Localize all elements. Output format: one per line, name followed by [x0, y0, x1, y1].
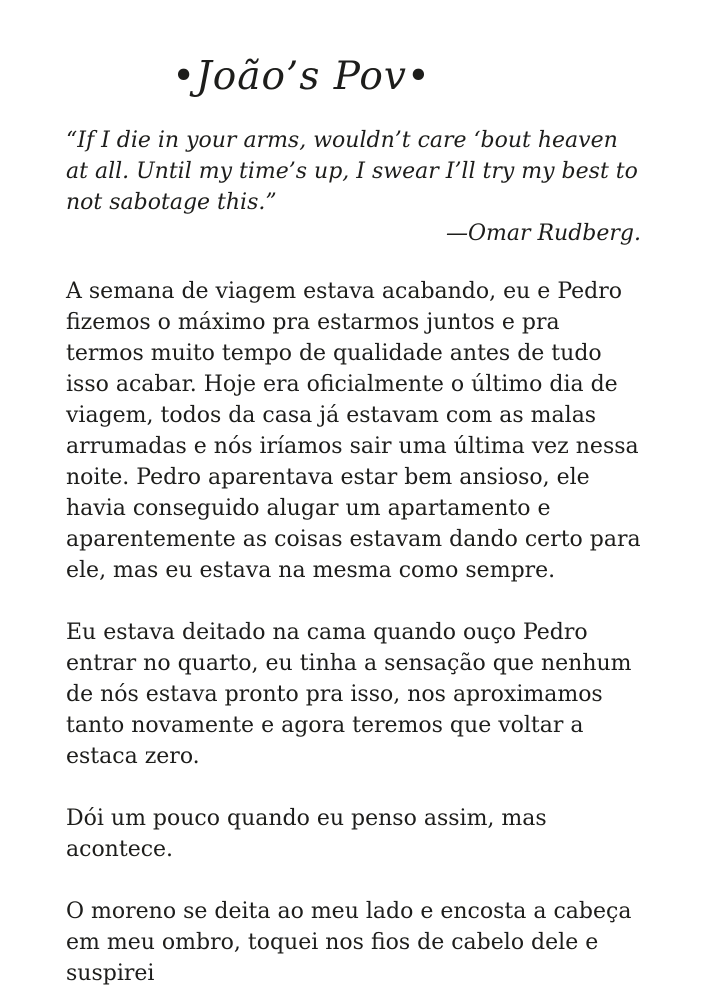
page-title: •João’s Pov• — [172, 54, 431, 99]
story-paragraph: Eu estava deitado na cama quando ouço Pedro entrar no quarto, eu tinha a sensação que nenhum de nós estava pronto pra isso, nos aproximamos tanto novamente e agora teremos que voltar a estaca zero. — [66, 619, 632, 769]
quote-text: “If I die in your arms, wouldn’t care ‘bout heaven at all. Until my time’s up, I swear I’ll try my best to not sabotage this.” — [66, 127, 638, 215]
story-paragraph: A semana de viagem estava acabando, eu e Pedro fizemos o máximo pra estarmos juntos e pra termos muito tempo de qualidade antes de tudo isso acabar. Hoje era oficialmente o último dia de viagem, todos da casa já estavam com as malas arrumadas e nós iríamos sair uma última vez nessa noite. Pedro aparentava estar bem ansioso, ele havia conseguido alugar um apartamento e aparentemente as coisas estavam dando certo para ele, mas eu estava na mesma como sempre. — [66, 278, 641, 583]
quote-attribution: —Omar Rudberg. — [445, 220, 641, 246]
story-paragraph: Dói um pouco quando eu penso assim, mas acontece. — [66, 805, 547, 862]
story-paragraph: O moreno se deita ao meu lado e encosta a cabeça em meu ombro, toquei nos fios de cabelo dele e suspirei — [66, 898, 632, 986]
epigraph-quote — [66, 125, 641, 249]
story-body — [66, 276, 641, 989]
